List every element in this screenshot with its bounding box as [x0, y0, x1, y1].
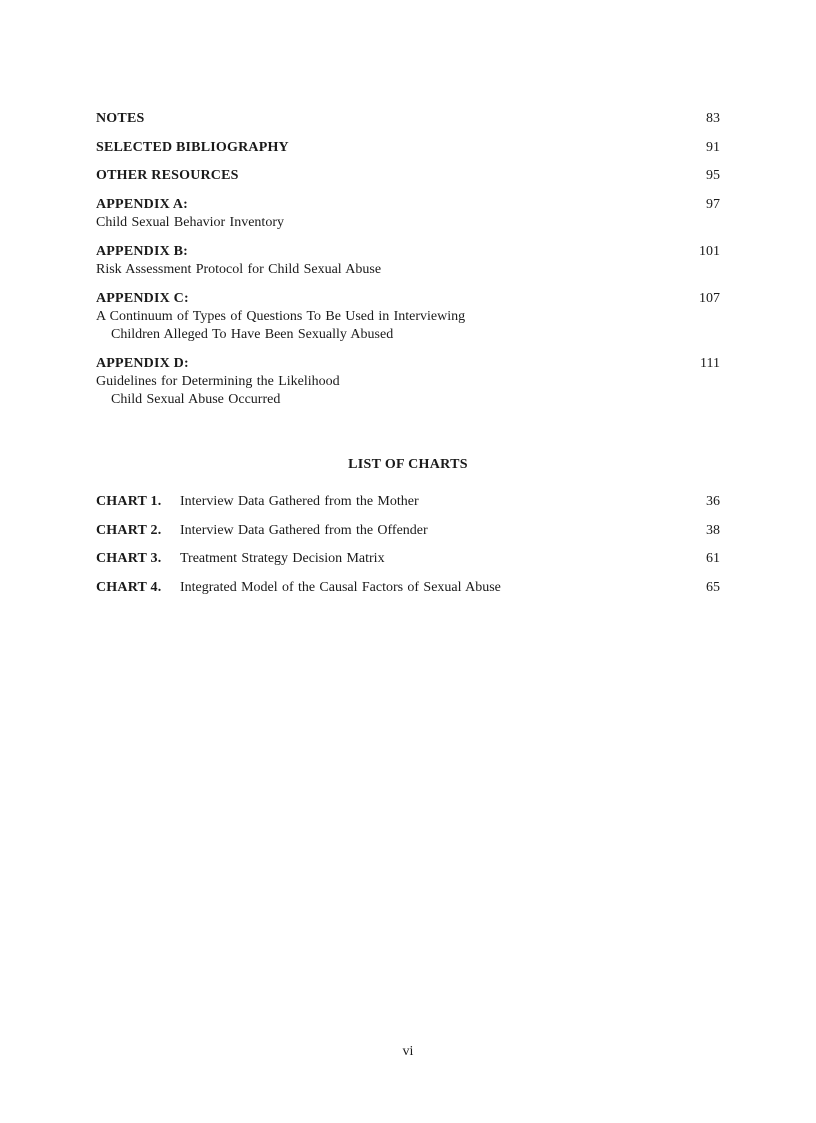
toc-section: [96, 110, 720, 410]
toc-entry-title: APPENDIX A:: [96, 197, 189, 213]
chart-entry-page: 36: [706, 493, 720, 509]
chart-entry-label: CHART 3.: [96, 551, 162, 567]
list-of-charts-heading: LIST OF CHARTS: [348, 456, 468, 472]
chart-entry: [96, 493, 720, 511]
chart-rows: [96, 493, 720, 597]
toc-entry-page: 97: [706, 197, 720, 213]
list-of-charts-section: [96, 456, 720, 598]
toc-entry-head: [96, 290, 720, 308]
toc-entry: [96, 243, 720, 279]
toc-entry: [96, 355, 720, 410]
toc-entry-page: 101: [699, 244, 720, 260]
toc-entry: [96, 110, 720, 128]
toc-entry-title: APPENDIX B:: [96, 244, 189, 260]
toc-entry-subtitle: Risk Assessment Protocol for Child Sexual Abuse: [96, 262, 382, 278]
chart-entry: [96, 522, 720, 540]
toc-entry-subtitle: Child Sexual Behavior Inventory: [96, 215, 284, 231]
toc-entry-head: [96, 243, 720, 261]
toc-entry-title: APPENDIX C:: [96, 290, 189, 306]
toc-entry-page: 83: [706, 111, 720, 126]
toc-entry: [96, 196, 720, 232]
chart-entry-page: 61: [706, 551, 720, 567]
chart-entry-title: Treatment Strategy Decision Matrix: [180, 551, 385, 567]
toc-entry-head: [96, 167, 720, 185]
toc-entry-title: NOTES: [96, 111, 145, 126]
chart-entry-page: 65: [706, 579, 720, 595]
chart-entry-title: Integrated Model of the Causal Factors of Sexual Abuse: [180, 579, 501, 595]
toc-entry: [96, 139, 720, 157]
toc-entry-subtitle: Guidelines for Determining the Likelihood: [96, 374, 340, 390]
toc-entry: [96, 167, 720, 185]
chart-entry-title: Interview Data Gathered from the Mother: [180, 493, 419, 509]
toc-entry-head: [96, 110, 720, 128]
toc-entry-title: SELECTED BIBLIOGRAPHY: [96, 139, 289, 155]
chart-entry-label: CHART 1.: [96, 493, 162, 509]
toc-entry-title: OTHER RESOURCES: [96, 168, 239, 184]
chart-entry: [96, 550, 720, 568]
toc-entry-head: [96, 196, 720, 214]
page-number: vi: [402, 1043, 414, 1059]
chart-entry-title: Interview Data Gathered from the Offender: [180, 522, 428, 538]
toc-entry-page: 95: [706, 168, 720, 184]
toc-entry-page: 107: [699, 290, 720, 306]
toc-entry-title: APPENDIX D:: [96, 356, 189, 372]
chart-entry-page: 38: [706, 522, 720, 538]
toc-entry-subtitle: Children Alleged To Have Been Sexually Abused: [111, 327, 394, 343]
chart-entry-label: CHART 2.: [96, 522, 162, 538]
toc-entry-head: [96, 139, 720, 157]
toc-entry-page: 111: [700, 356, 720, 372]
toc-entry-head: [96, 355, 720, 373]
toc-entry: [96, 290, 720, 345]
page-content: [96, 110, 720, 608]
toc-entry-subtitle: Child Sexual Abuse Occurred: [111, 392, 281, 408]
chart-entry: [96, 579, 720, 597]
toc-entry-subtitle: A Continuum of Types of Questions To Be Used in Interviewing: [96, 309, 466, 325]
toc-entry-page: 91: [706, 139, 720, 155]
chart-entry-label: CHART 4.: [96, 579, 162, 595]
